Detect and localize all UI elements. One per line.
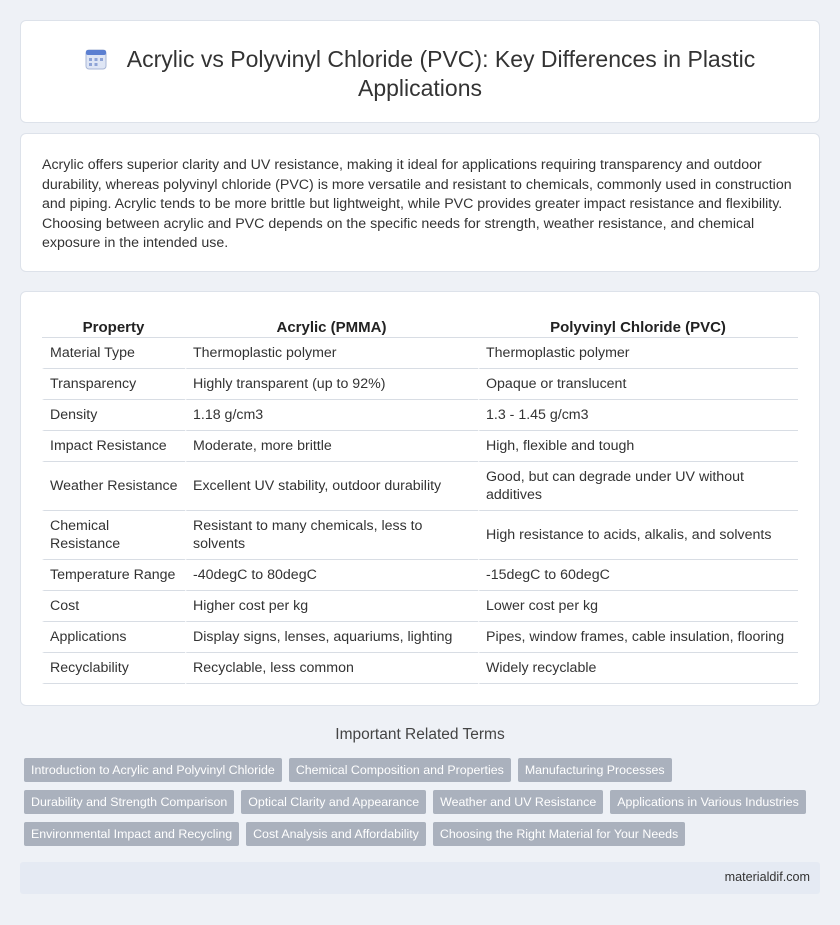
table-row (42, 369, 798, 400)
row-property: Transparency (42, 369, 185, 400)
calendar-icon (85, 48, 107, 70)
related-tags-row (24, 790, 806, 814)
table-header-row (42, 315, 798, 338)
row-property: Applications (42, 622, 185, 653)
table-row (42, 338, 798, 369)
row-acrylic: Excellent UV stability, outdoor durability (185, 462, 478, 511)
row-property: Density (42, 400, 185, 431)
row-property: Material Type (42, 338, 185, 369)
footer (20, 862, 820, 894)
header-acrylic: Acrylic (PMMA) (185, 315, 478, 338)
row-pvc: Opaque or translucent (478, 369, 798, 400)
row-acrylic: 1.18 g/cm3 (185, 400, 478, 431)
summary-card (20, 133, 820, 272)
row-pvc: Good, but can degrade under UV without additives (478, 462, 798, 511)
row-pvc: 1.3 - 1.45 g/cm3 (478, 400, 798, 431)
row-pvc: Lower cost per kg (478, 591, 798, 622)
related-tag[interactable]: Optical Clarity and Appearance (241, 790, 426, 814)
header-property: Property (42, 315, 185, 338)
row-acrylic: Higher cost per kg (185, 591, 478, 622)
row-acrylic: Display signs, lenses, aquariums, lighting (185, 622, 478, 653)
related-tags-row (24, 822, 685, 846)
related-tags-row (24, 758, 672, 782)
related-tag[interactable]: Weather and UV Resistance (433, 790, 603, 814)
related-tag[interactable]: Chemical Composition and Properties (289, 758, 511, 782)
row-property: Recyclability (42, 653, 185, 684)
table-row (42, 560, 798, 591)
row-property: Weather Resistance (42, 462, 185, 511)
row-acrylic: Recyclable, less common (185, 653, 478, 684)
comparison-table-card (20, 291, 820, 706)
related-tag[interactable]: Introduction to Acrylic and Polyvinyl Chloride (24, 758, 282, 782)
row-property: Impact Resistance (42, 431, 185, 462)
table-row (42, 511, 798, 560)
row-pvc: -15degC to 60degC (478, 560, 798, 591)
row-pvc: Widely recyclable (478, 653, 798, 684)
page-title (61, 45, 779, 103)
row-pvc: High resistance to acids, alkalis, and solvents (478, 511, 798, 560)
row-property: Temperature Range (42, 560, 185, 591)
row-acrylic: Resistant to many chemicals, less to solvents (185, 511, 478, 560)
summary-text: Acrylic offers superior clarity and UV resistance, making it ideal for applications requiring transparency and outdoor durability, whereas polyvinyl chloride (PVC) is more versatile and resistant to chemicals, commonly used in construction and piping. Acrylic tends to be more brittle but lightweight, while PVC provides greater impact resistance and flexibility. Choosing between acrylic and PVC depends on the specific needs for strength, weather resistance, and chemical exposure in the intended use. (42, 157, 792, 251)
row-acrylic: -40degC to 80degC (185, 560, 478, 591)
table-row (42, 591, 798, 622)
row-acrylic: Moderate, more brittle (185, 431, 478, 462)
header-card (20, 20, 820, 123)
header-pvc: Polyvinyl Chloride (PVC) (478, 315, 798, 338)
table-row (42, 653, 798, 684)
row-property: Cost (42, 591, 185, 622)
related-tag[interactable]: Manufacturing Processes (518, 758, 672, 782)
page-title-text: Acrylic vs Polyvinyl Chloride (PVC): Key Differences in Plastic Applications (126, 46, 756, 101)
related-tag[interactable]: Applications in Various Industries (610, 790, 806, 814)
related-terms-title: Important Related Terms (335, 726, 505, 743)
table-row (42, 431, 798, 462)
table-row (42, 462, 798, 511)
row-property: Chemical Resistance (42, 511, 185, 560)
row-pvc: Thermoplastic polymer (478, 338, 798, 369)
row-acrylic: Thermoplastic polymer (185, 338, 478, 369)
footer-site-link[interactable]: materialdif.com (724, 870, 810, 884)
row-pvc: Pipes, window frames, cable insulation, flooring (478, 622, 798, 653)
table-row (42, 622, 798, 653)
row-acrylic: Highly transparent (up to 92%) (185, 369, 478, 400)
related-tag[interactable]: Durability and Strength Comparison (24, 790, 234, 814)
comparison-table (42, 315, 798, 684)
related-tag[interactable]: Cost Analysis and Affordability (246, 822, 426, 846)
table-row (42, 400, 798, 431)
row-pvc: High, flexible and tough (478, 431, 798, 462)
related-tag[interactable]: Environmental Impact and Recycling (24, 822, 239, 846)
related-tag[interactable]: Choosing the Right Material for Your Needs (433, 822, 685, 846)
